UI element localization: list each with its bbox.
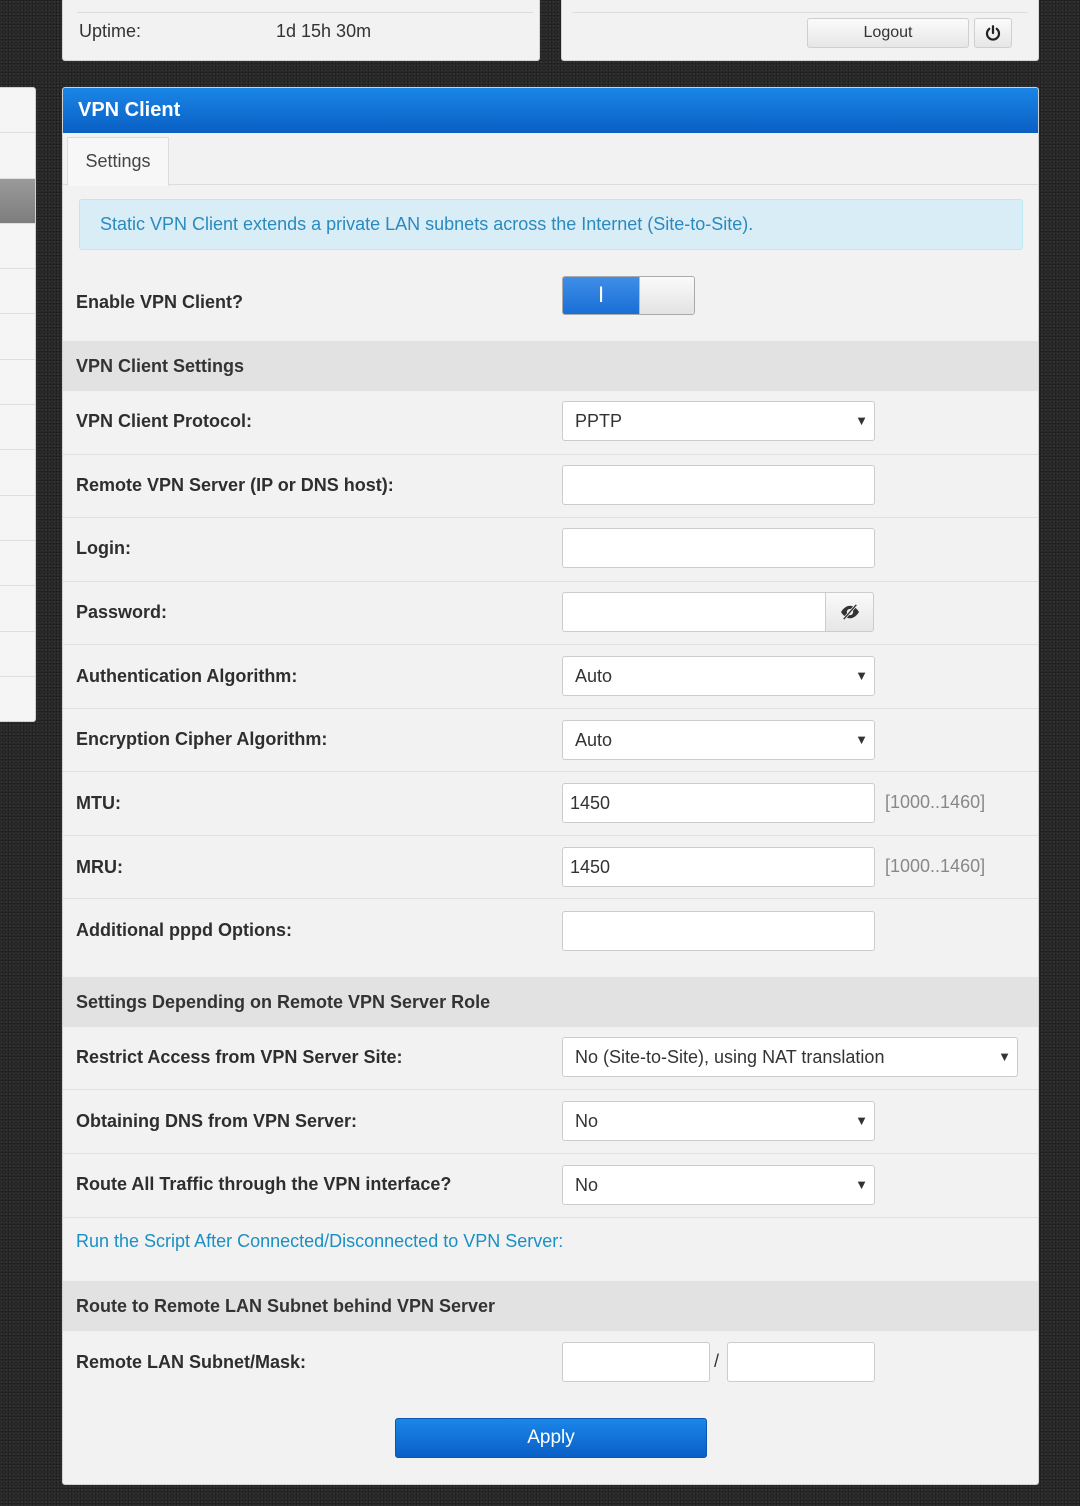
dns-value: No [575,1111,599,1131]
restrict-label: Restrict Access from VPN Server Site: [76,1047,403,1067]
subnet-row [63,1331,1038,1395]
password-row [63,582,1038,645]
route-all-row [63,1154,1038,1218]
login-row [63,518,1038,582]
dns-row [63,1090,1038,1154]
enable-row [63,265,1038,341]
pppd-row [63,899,1038,977]
tab-bar [63,133,1038,185]
sidebar-menu [0,87,36,722]
divider [77,12,533,13]
auth-label: Authentication Algorithm: [76,666,298,686]
subnet-label: Remote LAN Subnet/Mask: [76,1352,307,1372]
restrict-select[interactable] [562,1037,1018,1077]
protocol-row [63,391,1038,455]
server-label: Remote VPN Server (IP or DNS host): [76,475,394,495]
section-remote-lan: Route to Remote LAN Subnet behind VPN Server [63,1281,1038,1331]
enable-toggle[interactable] [562,276,695,315]
mru-row [63,836,1038,899]
uptime-value: 1d 15h 30m [276,21,372,41]
sidebar-item[interactable] [0,269,35,314]
uptime-label: Uptime: [79,21,142,41]
subnet-input[interactable] [562,1342,710,1382]
sidebar-item[interactable] [0,450,35,495]
login-input[interactable] [562,528,875,568]
vpn-client-panel [62,87,1039,1485]
chevron-down-icon: ▼ [855,1177,868,1192]
chevron-down-icon: ▼ [998,1049,1011,1064]
route-all-value: No [575,1175,599,1195]
chevron-down-icon: ▼ [855,732,868,747]
section-server-role: Settings Depending on Remote VPN Server Role [63,977,1038,1027]
sidebar-item[interactable] [0,133,35,178]
login-label: Login: [76,538,131,558]
sidebar-item[interactable] [0,586,35,631]
toggle-off [639,277,694,314]
auth-value: Auto [575,666,613,686]
chevron-down-icon: ▼ [855,413,868,428]
restrict-row [63,1027,1038,1090]
restrict-value: No (Site-to-Site), using NAT translation [575,1047,885,1067]
panel-title: VPN Client [63,88,1038,133]
mtu-input[interactable]: 1450 [562,783,875,823]
sidebar-item[interactable] [0,405,35,450]
password-input[interactable] [562,592,826,632]
sidebar-item[interactable] [0,314,35,359]
protocol-value: PPTP [575,411,623,431]
power-icon [984,24,1002,42]
power-button[interactable] [974,18,1012,48]
sidebar-item[interactable] [0,496,35,541]
script-link[interactable]: Run the Script After Connected/Disconnected to VPN Server: [76,1231,564,1251]
subnet-separator: / [714,1351,720,1371]
enable-label: Enable VPN Client? [76,292,244,312]
sidebar-item[interactable] [0,360,35,405]
chevron-down-icon: ▼ [855,1113,868,1128]
script-row [63,1218,1038,1281]
route-all-label: Route All Traffic through the VPN interface? [76,1174,452,1194]
sidebar-item[interactable] [0,632,35,677]
pppd-input[interactable] [562,911,875,951]
sidebar-item[interactable] [0,541,35,586]
session-box [561,0,1039,61]
protocol-select[interactable] [562,401,875,441]
apply-button[interactable]: Apply [395,1418,707,1458]
divider [572,12,1028,13]
eye-slash-icon [839,603,861,621]
sidebar-item[interactable] [0,88,35,133]
pppd-label: Additional pppd Options: [76,920,292,940]
sidebar-item-active[interactable] [0,179,35,224]
info-alert: Static VPN Client extends a private LAN subnets across the Internet (Site-to-Site). [79,199,1023,250]
section-client-settings: VPN Client Settings [63,341,1038,391]
sidebar-item[interactable] [0,677,35,722]
show-password-button[interactable] [825,592,874,632]
mru-input[interactable]: 1450 [562,847,875,887]
auth-row [63,645,1038,709]
mask-input[interactable] [727,1342,875,1382]
dns-label: Obtaining DNS from VPN Server: [76,1111,358,1131]
protocol-label: VPN Client Protocol: [76,411,253,431]
status-box [62,0,540,61]
mru-hint: [1000..1460] [885,856,986,876]
toggle-on: I [563,277,639,314]
mru-label: MRU: [76,857,123,877]
chevron-down-icon: ▼ [855,668,868,683]
logout-button[interactable]: Logout [807,18,969,48]
password-label: Password: [76,602,168,622]
cipher-row [63,709,1038,772]
cipher-label: Encryption Cipher Algorithm: [76,729,328,749]
mtu-hint: [1000..1460] [885,792,986,812]
server-row [63,455,1038,518]
cipher-select[interactable] [562,720,875,760]
mtu-label: MTU: [76,793,121,813]
server-input[interactable] [562,465,875,505]
route-all-select[interactable] [562,1165,875,1205]
tab-settings[interactable]: Settings [67,137,169,186]
mtu-row [63,772,1038,836]
cipher-value: Auto [575,730,613,750]
dns-select[interactable] [562,1101,875,1141]
sidebar-item[interactable] [0,224,35,269]
auth-select[interactable] [562,656,875,696]
